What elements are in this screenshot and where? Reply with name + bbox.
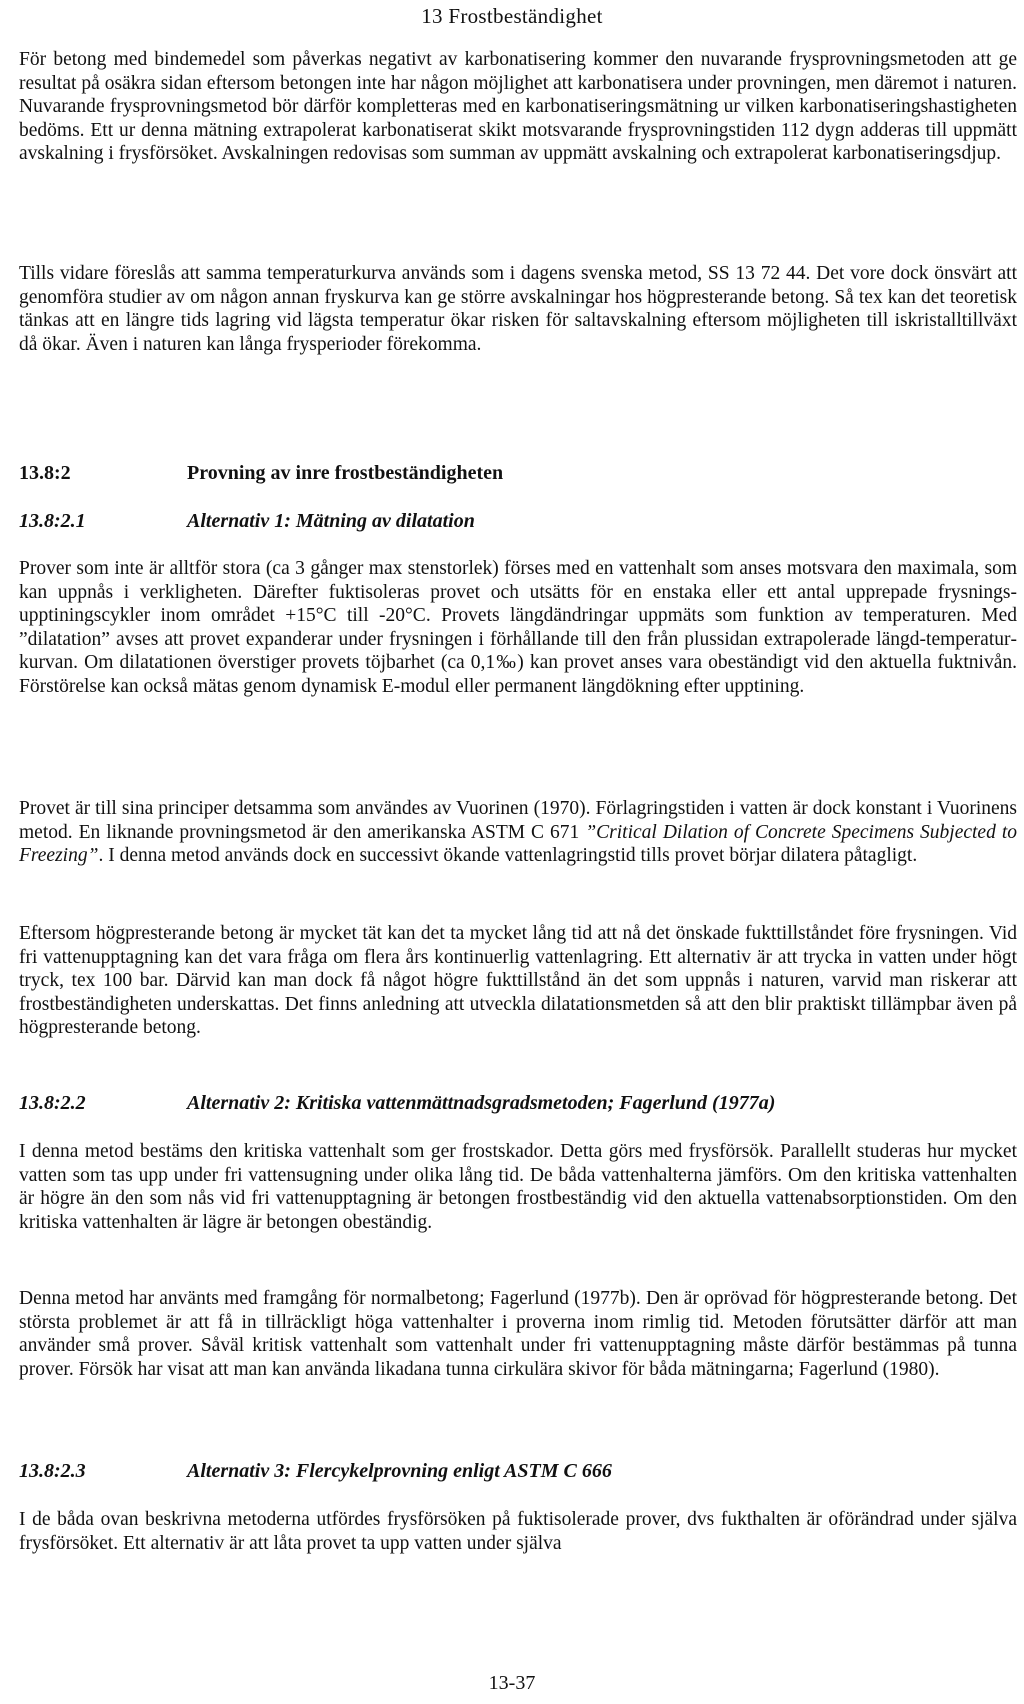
paragraph-text: . I denna metod används dock en successivt ökande vattenlagringstid tills provet börjar dilatera påtagligt. bbox=[98, 845, 918, 866]
section-number: 13.8:2.2 bbox=[19, 1092, 86, 1114]
paragraph-dilatation: Prover som inte är alltför stora (ca 3 gånger max stenstorlek) förses med en vattenhalt som anses motsvara den maximala, som kan uppnås i verkligheten. Därefter fuktisoleras provet och utsätts för en enstaka eller ett antal upprepade frysnings-upptiningscykler inom området +15°C till -20°C. Provets längdändringar uppmäts som funktion av temperaturen. Med ”dilatation” avses att provet expanderar under frysningen i förhållande till den från plussidan extrapolerade längd-temperaturkurvan. Om dilatationen överstiger provets töjbarhet (ca 0,1‰) kan provet anses vara obeständigt vid den aktuella fuktnivån. Förstörelse kan också mätas genom dynamisk E-modul eller permanent längdökning efter upptining. bbox=[19, 558, 1017, 697]
section-title: Alternativ 3: Flercykelprovning enligt ASTM C 666 bbox=[187, 1460, 612, 1482]
section-heading-13-8-2-1 bbox=[19, 510, 475, 533]
section-number: 13.8:2 bbox=[19, 462, 71, 484]
running-header: 13 Frostbeständighet bbox=[421, 4, 603, 28]
paragraph-flercykel: I de båda ovan beskrivna metoderna utfördes frysförsöken på fuktisolerade prover, dvs fukthalten är oförändrad under själva frysförsöket. Ett alternativ är att låta provet ta upp vatten under själva bbox=[19, 1509, 1017, 1554]
paragraph-kritisk-vattenhalt: I denna metod bestäms den kritiska vattenhalt som ger frostskador. Detta görs med frysförsök. Parallellt studeras hur mycket vatten som tas upp under fri vattensugning under olika lång tid. De båda vattenhalterna jämförs. Om den kritiska vattenhalten är högre än den som nås vid fri vattenupptagning är betongen frostbeständig vid den aktuella vattenabsorptionstiden. Om den kritiska vattenhalten är lägre är betongen obeständig. bbox=[19, 1141, 1017, 1233]
section-heading-13-8-2-2 bbox=[19, 1092, 775, 1115]
paragraph-normalbetong: Denna metod har använts med framgång för normalbetong; Fagerlund (1977b). Den är oprövad för högpresterande betong. Det största problemet är att få in tillräckligt höga vattenhalter i proverna inom rimlig tid. Metoden förutsätter därför att man använder små prover. Såväl kritisk vattenhalt som vattenhalt under fri vattenupptagning måste därför bestämmas på tunna prover. Försök har visat att man kan använda likadana tunna cirkulära skivor för båda mätningarna; Fagerlund (1980). bbox=[19, 1288, 1017, 1380]
paragraph-text: Provet är till sina principer detsamma som användes av Vuorinen (1970). Förlagringstiden i vatten är dock konstant i Vuorinens metod. En liknande provningsmetod är den amerikanska ASTM C 671 bbox=[19, 798, 1017, 843]
paragraph-temperaturkurva: Tills vidare föreslås att samma temperaturkurva används som i dagens svenska metod, SS 13 72 44. Det vore dock önsvärt att genomföra studier av om någon annan fryskurva kan ge större avskalningar hos högpresterande betong. Så tex kan det teoretisk tänkas att en längre tids lagring vid lägsta temperatur ökar risken för saltavskalning eftersom möjligheten till iskristalltillväxt då ökar. Även i naturen kan långa frysperioder förekomma. bbox=[19, 263, 1017, 355]
section-heading-13-8-2-3 bbox=[19, 1460, 612, 1483]
paragraph-karbonatisering: För betong med bindemedel som påverkas negativt av karbonatisering kommer den nuvarande frysprovningsmetoden att ge resultat på osäkra sidan eftersom betongen inte har någon möjlighet att karbonatisera under provningen, men däremot i naturen. Nuvarande frysprovningsmetod bör därför kompletteras med en karbonatiseringsmätning ur vilken karbonatiseringshastigheten bedöms. Ett ur denna mätning extrapolerat karbonatiserat skikt motsvarande frysprovningstiden 112 dygn adderas till uppmätt avskalning i frysförsöket. Avskalningen redovisas som summan av uppmätt avskalning och extrapolerat karbonatiseringsdjup. bbox=[19, 49, 1017, 164]
astm-title-italic: ”Critical Dilation of Concrete Specimens Subjected to Freezing” bbox=[19, 821, 1017, 866]
section-title: Alternativ 1: Mätning av dilatation bbox=[187, 510, 475, 532]
section-title: Provning av inre frostbeständigheten bbox=[187, 462, 504, 484]
paragraph-vuorinen bbox=[19, 797, 1017, 868]
section-heading-13-8-2 bbox=[19, 462, 503, 485]
section-title: Alternativ 2: Kritiska vattenmättnadsgradsmetoden; Fagerlund (1977a) bbox=[187, 1092, 776, 1114]
paragraph-hogpresterande: Eftersom högpresterande betong är mycket tät kan det ta mycket lång tid att nå det önskade fukttillståndet före frysningen. Vid fri vattenupptagning kan det vara fråga om flera års kontinuerlig vattenlagring. Ett alternativ är att trycka in vatten under högt tryck, tex 100 bar. Därvid kan man dock få något högre fukttillstånd än det som uppnås i naturen, varvid man riskerar att frostbeständigheten underskattas. Det finns anledning att utveckla dilatationsmetden så att den blir praktiskt tillämpbar även på högpresterande betong. bbox=[19, 923, 1017, 1038]
page-number: 13-37 bbox=[488, 1672, 536, 1694]
section-number: 13.8:2.1 bbox=[19, 510, 86, 532]
section-number: 13.8:2.3 bbox=[19, 1460, 86, 1482]
